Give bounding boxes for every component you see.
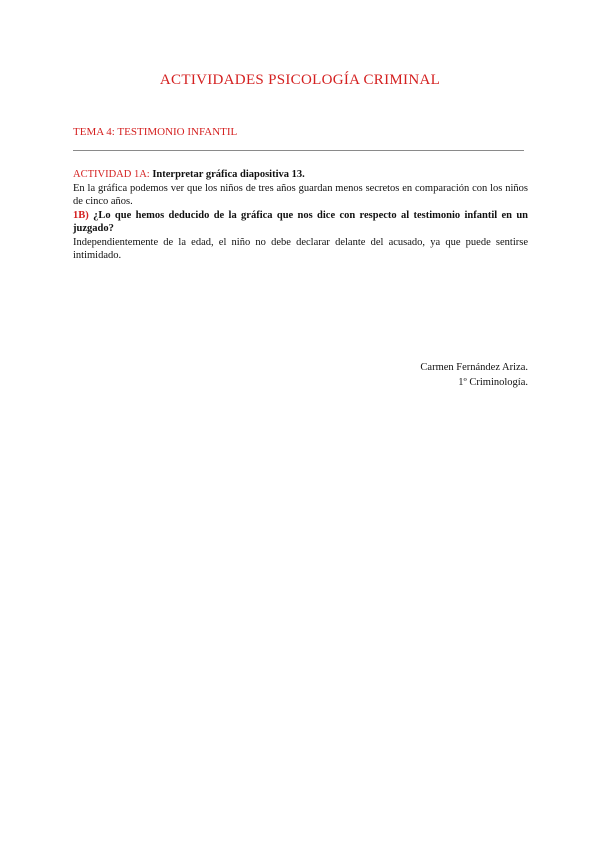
document-body (73, 168, 528, 263)
signature-block (420, 360, 528, 390)
document-title: ACTIVIDADES PSICOLOGÍA CRIMINAL (159, 72, 441, 88)
activity-1b-answer: Independientemente de la edad, el niño no debe declarar delante del acusado, ya que puede sentirse intimidado. (73, 236, 528, 261)
topic-heading: TEMA 4: TESTIMONIO INFANTIL (73, 126, 238, 138)
activity-1a-heading (73, 168, 528, 182)
activity-1a-answer: En la gráfica podemos ver que los niños de tres años guardan menos secretos en comparación con los niños de cinco años. (73, 182, 528, 207)
activity-1a-title: Interpretar gráfica diapositiva 13. (152, 169, 305, 180)
author-name: Carmen Fernández Ariza. (420, 362, 528, 373)
activity-1a-label: ACTIVIDAD 1A: (73, 169, 150, 180)
author-course: 1º Criminología. (458, 377, 528, 388)
activity-1b-label: 1B) (73, 209, 89, 221)
activity-1b-question: ¿Lo que hemos deducido de la gráfica que nos dice con respecto al testimonio infantil en un juzgado? (73, 209, 529, 234)
horizontal-divider (73, 150, 524, 151)
activity-1b-heading (73, 209, 528, 236)
